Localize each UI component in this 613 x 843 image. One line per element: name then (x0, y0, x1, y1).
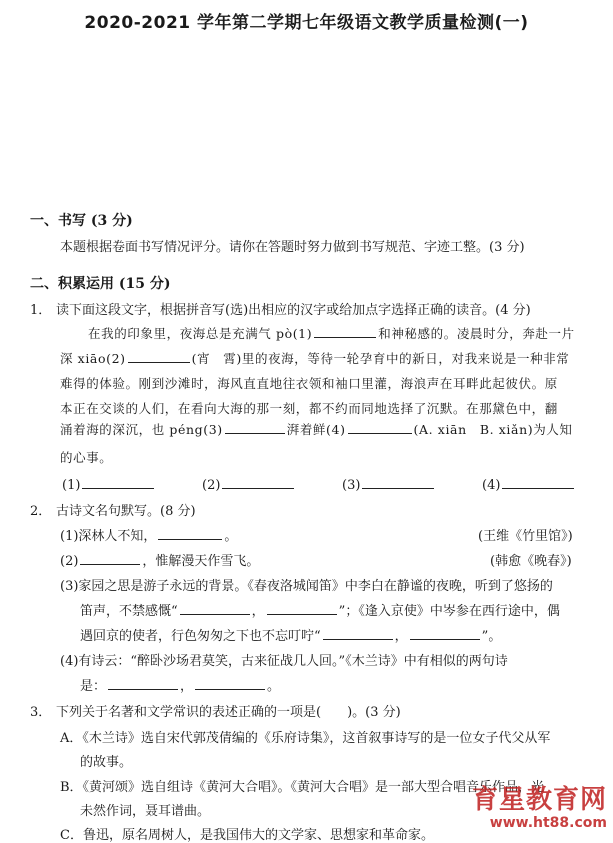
q3-option-a-line-1[interactable]: A．《木兰诗》选自宋代郭茂倩编的《乐府诗集》，这首叙事诗写的是一位女子代父从军 (60, 731, 551, 746)
q2-number: 2． (30, 504, 52, 519)
watermark-url: www.ht88.com (489, 815, 607, 831)
answer-label: (2) (202, 478, 221, 493)
watermark-title: 育星教育网 (471, 785, 607, 815)
answer-blank[interactable] (410, 626, 480, 640)
q2-line (30, 500, 196, 519)
answer-label: (3) (342, 478, 361, 493)
answer-line[interactable] (222, 475, 294, 489)
q2-item-2-source: (韩愈《晚春》) (490, 554, 572, 569)
item-text: 。 (224, 529, 238, 544)
passage-line-1 (88, 324, 575, 342)
q1-answer-2 (202, 475, 296, 493)
answer-blank[interactable] (323, 626, 393, 640)
answer-blank[interactable] (80, 551, 140, 565)
passage-line-3: 难得的体验。刚到沙滩时，海风直直地往衣领和袖口里灌，海浪声在耳畔此起彼伏。原 (60, 376, 558, 391)
q2-item-1 (60, 525, 237, 544)
answer-blank[interactable] (267, 601, 337, 615)
passage-line-5 (60, 420, 573, 438)
q3-option-b-line-1[interactable]: B．《黄河颂》选自组诗《黄河大合唱》。《黄河大合唱》是一部大型合唱音乐作品，光 (60, 780, 545, 795)
item-text: ， (180, 679, 194, 694)
q3-option-b-line-2: 未然作词，聂耳谱曲。 (80, 804, 211, 819)
answer-line[interactable] (502, 475, 574, 489)
item-text: ”。 (481, 629, 502, 644)
passage-text: 和神秘感的。凌晨时分，奔赴一片 (378, 326, 575, 341)
answer-blank-1[interactable] (314, 324, 376, 338)
answer-blank[interactable] (108, 676, 178, 690)
q2-item-4-line-1: (4)有诗云：“醉卧沙场君莫笑，古来征战几人回。”《木兰诗》中有相似的两句诗 (60, 654, 508, 669)
passage-text: 深 xiāo(2) (60, 351, 126, 366)
q1-line (30, 299, 531, 318)
section-1-heading: 一、书写 (3 分) (30, 213, 133, 229)
item-text: ，惟解漫天作雪飞。 (142, 554, 260, 569)
q3-prompt: 下列关于名著和文学常识的表述正确的一项是( )。(3 分) (56, 705, 401, 720)
q3-line (30, 701, 401, 720)
answer-blank[interactable] (180, 601, 250, 615)
q3-number: 3． (30, 705, 52, 720)
passage-line-6: 的心事。 (60, 450, 113, 465)
item-text: 。 (267, 679, 281, 694)
q2-prompt: 古诗文名句默写。(8 分) (56, 504, 196, 519)
answer-blank-4[interactable] (348, 420, 412, 434)
item-text: ， (251, 604, 265, 619)
answer-blank-2[interactable] (128, 349, 190, 363)
passage-text: 湃着鲜(4) (286, 422, 346, 437)
passage-text: (宵 霄)里的夜海，等待一轮孕育中的新日，对我来说是一种非常 (191, 351, 570, 366)
q2-item-3-line-2 (80, 600, 560, 619)
q1-answer-1 (62, 475, 156, 493)
item-text: 笛声，不禁感慨“ (80, 604, 178, 619)
item-text: (1)深林人不知， (60, 529, 157, 544)
answer-line[interactable] (362, 475, 434, 489)
passage-text: 在我的印象里，夜海总是充满气 pò(1) (88, 326, 313, 341)
watermark-logo (472, 785, 607, 831)
item-text: (2) (60, 554, 79, 569)
q2-item-3-line-1: (3)家园之思是游子永远的背景。《春夜洛城闻笛》中李白在静谧的夜晚，听到了悠扬的 (60, 579, 553, 594)
q1-answer-4 (482, 475, 576, 493)
answer-blank-3[interactable] (225, 420, 285, 434)
passage-text: 涌着海的深沉，也 péng(3) (60, 422, 223, 437)
answer-line[interactable] (82, 475, 154, 489)
q2-item-1-source: (王维《竹里馆》) (478, 529, 573, 544)
page-title: 2020-2021 学年第二学期七年级语文教学质量检测(一) (84, 13, 529, 33)
section-1-text: 本题根据卷面书写情况评分。请你在答题时努力做到书写规范、字迹工整。(3 分) (60, 240, 525, 255)
answer-blank[interactable] (195, 676, 265, 690)
q3-option-c-line-1[interactable]: C．鲁迅，原名周树人，是我国伟大的文学家、思想家和革命家。 (60, 828, 434, 843)
q1-number: 1． (30, 303, 52, 318)
item-text: 遇回京的使者，行色匆匆之下也不忘叮咛“ (80, 629, 321, 644)
q3-option-a-line-2: 的故事。 (80, 755, 133, 770)
item-text: 是： (80, 679, 107, 694)
passage-line-2 (60, 349, 569, 367)
answer-label: (4) (482, 478, 501, 493)
passage-text: (A. xiān B. xiǎn)为人知 (413, 422, 573, 437)
item-text: ， (394, 629, 408, 644)
answer-blank[interactable] (158, 526, 222, 540)
q2-item-4-line-2 (80, 675, 280, 694)
q2-item-2 (60, 550, 259, 569)
item-text: ”；《逢入京使》中岑参在西行途中，偶 (338, 604, 560, 619)
q1-answer-3 (342, 475, 436, 493)
q2-item-3-line-3 (80, 625, 501, 644)
passage-line-4: 本正在交谈的人们，在看向大海的那一刻，都不约而同地选择了沉默。在那黛色中，翻 (60, 401, 558, 416)
section-2-heading: 二、积累运用 (15 分) (30, 276, 171, 292)
answer-label: (1) (62, 478, 81, 493)
q1-prompt: 读下面这段文字，根据拼音写(选)出相应的汉字或给加点字选择正确的读音。(4 分) (56, 303, 531, 318)
